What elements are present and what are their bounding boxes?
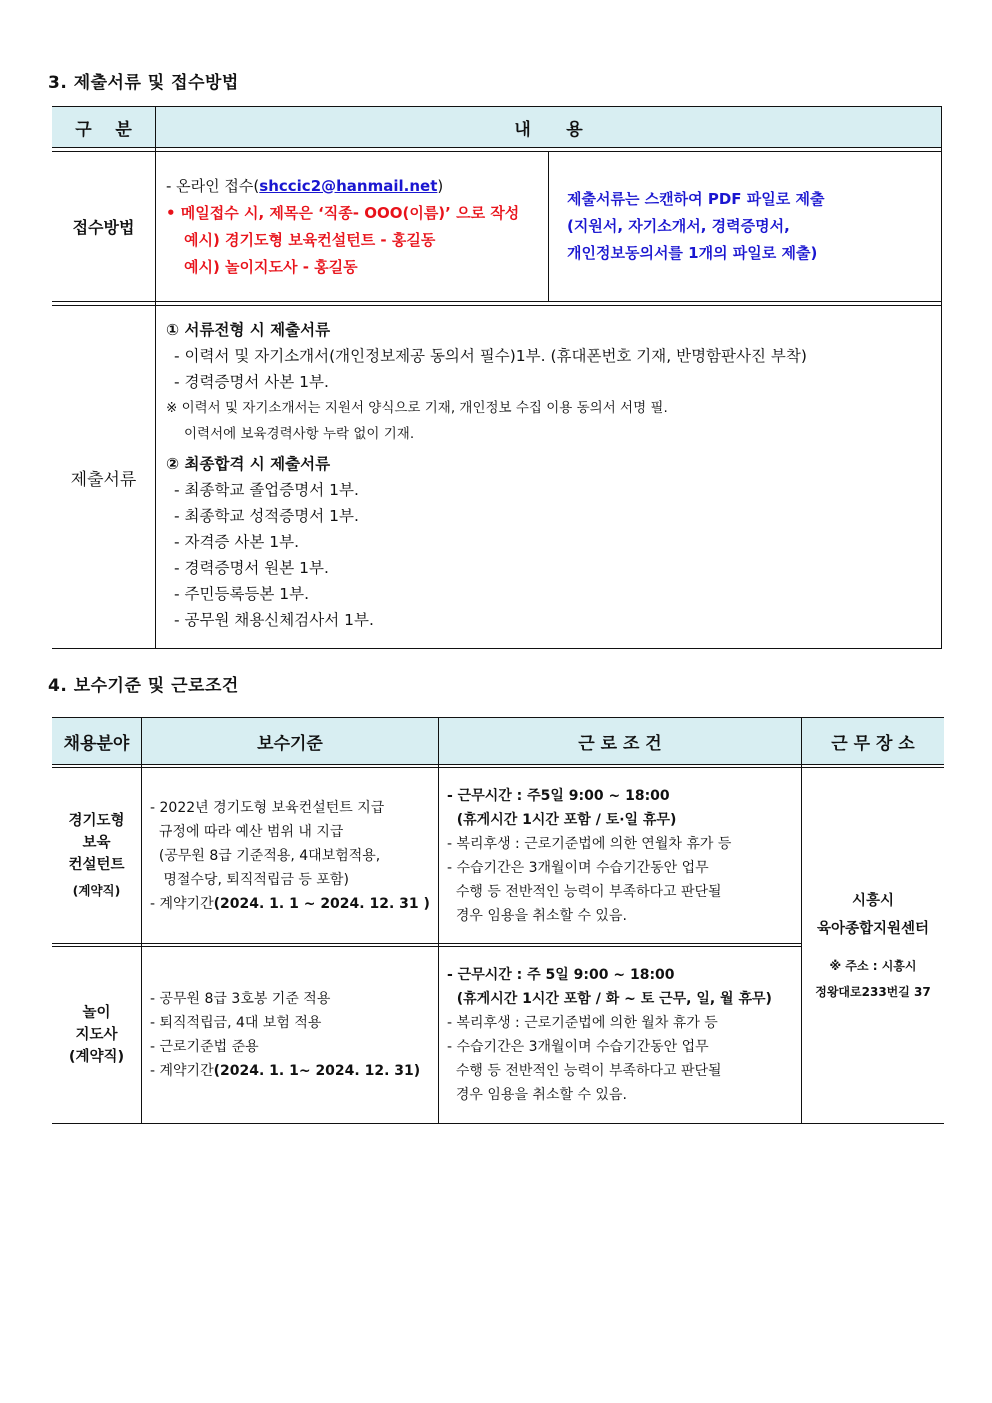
example-2: 예시) 놀이지도사 - 홍길동 <box>184 257 358 276</box>
stage1-note-1: ※ 이력서 및 자기소개서는 지원서 양식으로 기재, 개인정보 수집 이용 동의서 서명 필. <box>166 400 668 416</box>
header-place: 근 무 장 소 <box>802 718 945 765</box>
conditions-table <box>52 717 944 1124</box>
header-pay: 보수기준 <box>142 718 439 765</box>
mail-rule: • 메일접수 시, 제목은 ‘직종- OOO(이름)’ 으로 작성 <box>166 203 520 222</box>
stage1-item-1: - 이력서 및 자기소개서(개인정보제공 동의서 필수)1부. (휴대폰번호 기재, 반명함판사진 부착) <box>174 347 807 365</box>
online-line: - 온라인 접수(shccic2@hanmail.net) <box>166 176 444 195</box>
stage2-item: - 공무원 채용신체검사서 1부. <box>174 611 374 629</box>
stage1-note-2: 이력서에 보육경력사항 누락 없이 기재. <box>184 426 415 442</box>
stage2-title: ② 최종합격 시 제출서류 <box>166 455 331 473</box>
pdf-note: 제출서류는 스캔하여 PDF 파일로 제출 (지원서, 자기소개서, 경력증명서, 개인정보동의서를 1개의 파일로 제출) <box>549 152 942 302</box>
conditions-consultant: - 근무시간 : 주5일 9:00 ~ 18:00 (휴게시간 1시간 포함 / 토·일 휴무) - 복리후생 : 근로기준법에 의한 연월차 휴가 등 - 수습기간은 3개월이며 수습기간동안 업무 수행 등 전반적인 능력이 부족하다고 판단될 경우 임용을 취소할 수 있음. <box>439 768 802 944</box>
header-conditions: 근 로 조 건 <box>439 718 802 765</box>
stage2-item: - 최종학교 졸업증명서 1부. <box>174 481 359 499</box>
email-link[interactable]: shccic2@hanmail.net <box>259 176 438 195</box>
stage2-item: - 최종학교 성적증명서 1부. <box>174 507 359 525</box>
header-content: 내 용 <box>156 107 942 148</box>
section-4-heading: 4. 보수기준 및 근로조건 <box>48 676 239 696</box>
docs-details <box>156 306 942 649</box>
header-category: 구 분 <box>52 107 156 148</box>
pay-consultant: - 2022년 경기도형 보육컨설턴트 지급 규정에 따라 예산 범위 내 지급 (공무원 8급 기준적용, 4대보험적용, 명절수당, 퇴직적립금 등 포함) - 계약기간(2024. 1. 1 ~ 2024. 12. 31 ) <box>142 768 439 944</box>
stage2-item: - 주민등록등본 1부. <box>174 585 310 603</box>
stage1-item-2: - 경력증명서 사본 1부. <box>174 373 329 391</box>
submission-table <box>52 106 942 649</box>
label-method: 접수방법 <box>52 152 156 302</box>
field-consultant: 경기도형 보육 컨설턴트 (계약직) <box>52 768 142 944</box>
example-1: 예시) 경기도형 보육컨설턴트 - 홍길동 <box>184 230 436 249</box>
section-3-heading: 3. 제출서류 및 접수방법 <box>48 73 239 93</box>
field-play-instructor: 놀이 지도사 (계약직) <box>52 947 142 1124</box>
stage1-title: ① 서류전형 시 제출서류 <box>166 321 331 339</box>
label-docs: 제출서류 <box>52 306 156 649</box>
stage2-item: - 경력증명서 원본 1부. <box>174 559 329 577</box>
pay-play-instructor: - 공무원 8급 3호봉 기준 적용 - 퇴직적립금, 4대 보험 적용 - 근로기준법 준용 - 계약기간(2024. 1. 1~ 2024. 12. 31) <box>142 947 439 1124</box>
conditions-play-instructor: - 근무시간 : 주 5일 9:00 ~ 18:00 (휴게시간 1시간 포함 / 화 ~ 토 근무, 일, 월 휴무) - 복리후생 : 근로기준법에 의한 월차 휴가 등 - 수습기간은 3개월이며 수습기간동안 업무 수행 등 전반적인 능력이 부족하다고 판단될 경우 임용을 취소할 수 있음. <box>439 947 802 1124</box>
work-place: 시흥시 육아종합지원센터 ※ 주소 : 시흥시 정왕대로233번길 37 <box>815 892 931 999</box>
stage2-item: - 자격증 사본 1부. <box>174 533 300 551</box>
header-field: 채용분야 <box>52 718 142 765</box>
method-details <box>156 152 549 302</box>
